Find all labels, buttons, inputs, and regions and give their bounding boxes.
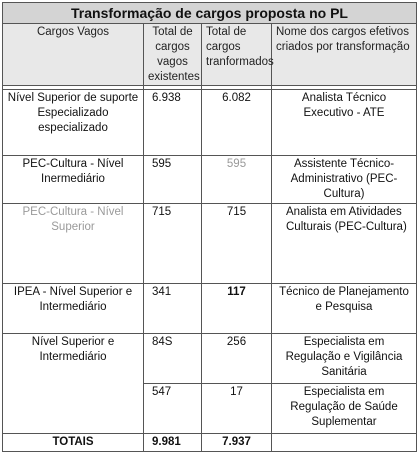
table-row bbox=[3, 334, 417, 384]
vagos-cell: 715 bbox=[144, 204, 202, 284]
vagos-cell: 6.938 bbox=[144, 90, 202, 156]
cargo-cell: PEC-Cultura - Nível Superior bbox=[3, 204, 144, 284]
vagos-cell: 84S bbox=[144, 334, 202, 384]
header-row bbox=[3, 24, 417, 86]
nome-cell: Analista Técnico Executivo - ATE bbox=[272, 90, 417, 156]
header-total-vagos: Total de cargos vagos existentes bbox=[144, 24, 202, 86]
cargo-cell: PEC-Cultura - Nível Inermediário bbox=[3, 156, 144, 204]
transformados-cell: 256 bbox=[202, 334, 272, 384]
cargo-cell: IPEA - Nível Superior e Intermediário bbox=[3, 284, 144, 334]
cargo-cell: Nível Superior e Intermediário bbox=[3, 334, 144, 434]
header-nome-cargos: Nome dos cargos efetivos criados por transformação bbox=[272, 24, 417, 86]
nome-cell: Técnico de Planejamento e Pesquisa bbox=[272, 284, 417, 334]
transformados-cell: 117 bbox=[202, 284, 272, 334]
transformados-cell: 715 bbox=[202, 204, 272, 284]
transformados-cell: 595 bbox=[202, 156, 272, 204]
totals-empty bbox=[272, 434, 417, 452]
nome-cell: Assistente Técnico-Administrativo (PEC-Cultura) bbox=[272, 156, 417, 204]
header-cargos-vagos: Cargos Vagos bbox=[3, 24, 144, 86]
title-row bbox=[3, 3, 417, 24]
nome-cell: Analista em Atividades Culturais (PEC-Cultura) bbox=[272, 204, 417, 284]
table-row bbox=[3, 204, 417, 284]
header-total-transformados: Total de cargos tranformados bbox=[202, 24, 272, 86]
vagos-cell: 547 bbox=[144, 384, 202, 434]
nome-cell: Especialista em Regulação e Vigilância Sanitária bbox=[272, 334, 417, 384]
table-row bbox=[3, 156, 417, 204]
table-row bbox=[3, 90, 417, 156]
vagos-cell: 595 bbox=[144, 156, 202, 204]
totals-label: TOTAIS bbox=[3, 434, 144, 452]
transformation-table bbox=[2, 2, 417, 452]
vagos-cell: 341 bbox=[144, 284, 202, 334]
transformation-table-container bbox=[2, 2, 416, 448]
transformados-cell: 6.082 bbox=[202, 90, 272, 156]
totals-vagos: 9.981 bbox=[144, 434, 202, 452]
totals-row bbox=[3, 434, 417, 452]
totals-transformados: 7.937 bbox=[202, 434, 272, 452]
nome-cell: Especialista em Regulação de Saúde Suplementar bbox=[272, 384, 417, 434]
cargo-cell: Nível Superior de suporte Especializado especializado bbox=[3, 90, 144, 156]
table-row bbox=[3, 284, 417, 334]
table-title: Transformação de cargos proposta no PL bbox=[3, 3, 417, 24]
transformados-cell: 17 bbox=[202, 384, 272, 434]
